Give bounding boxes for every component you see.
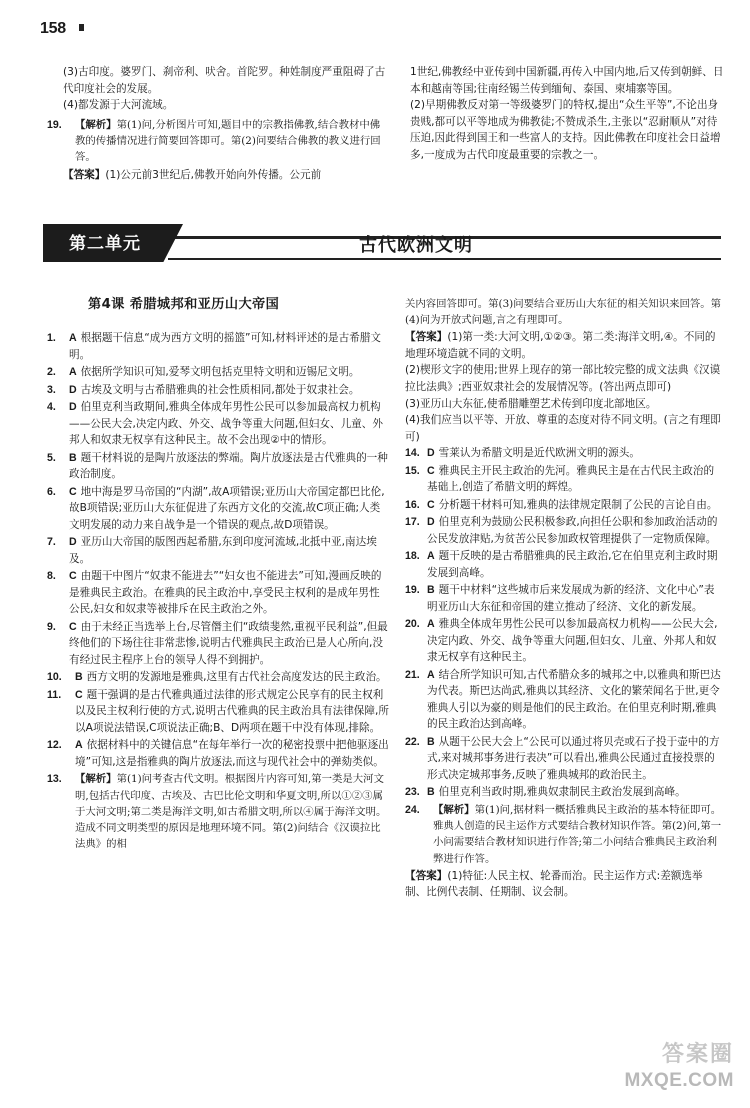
question-item bbox=[47, 399, 389, 449]
answer-choice: C bbox=[69, 485, 77, 498]
analysis-tag: 【解析】 bbox=[75, 119, 117, 131]
question-answer bbox=[47, 167, 389, 184]
answer-tag: 【答案】 bbox=[405, 331, 448, 344]
question-number: 10. bbox=[47, 671, 62, 684]
answer-choice: B bbox=[427, 786, 435, 799]
answer-choice: A bbox=[427, 668, 435, 681]
question-item bbox=[47, 484, 389, 534]
question-body bbox=[427, 616, 723, 666]
question-13 bbox=[47, 771, 389, 852]
answer-text: (1)公元前3世纪后,佛教开始向外传播。公元前 bbox=[105, 168, 322, 181]
question-number: 11. bbox=[47, 688, 62, 701]
analysis-tag: 【解析】 bbox=[75, 773, 117, 786]
answer-tag: 【答案】 bbox=[405, 869, 448, 882]
answer-choice: D bbox=[427, 447, 435, 460]
watermark-logo: 答案圈 bbox=[661, 1041, 734, 1067]
answer-choice: D bbox=[427, 516, 435, 529]
analysis-text: 第(1)问,分析图片可知,题目中的宗教指佛教,结合教材中佛教的传播情况进行简要回答即可。第(2)问要结合佛教的教义进行回答。 bbox=[75, 119, 381, 164]
question-item bbox=[47, 619, 389, 669]
explanation-text: 由于未经正当选举上台,尽管僭主们“政绩斐然,重视平民利益”,但最终他们的下场往往非常悲惨,说明古代雅典民主政治已是人心所向,没有经过民主程序上台的领导人得不到拥护。 bbox=[69, 620, 388, 666]
analysis-text: 第(1)问,据材料一概括雅典民主政治的基本特征即可。雅典人创造的民主运作方式要结合教材知识作答。第(2)问,第一小问需要结合教材知识进行作答;第二小问结合雅典民主政治利弊进行作答。 bbox=[433, 803, 722, 865]
question-item bbox=[405, 445, 723, 462]
explanation-text: 题干材料说的是陶片放逐法的弊端。陶片放逐法是古代雅典的一种政治制度。 bbox=[69, 451, 388, 481]
question-body bbox=[69, 534, 389, 567]
answer-line: (2)楔形文字的使用;世界上现存的第一部比较完整的成文法典《汉谟拉比法典》;西亚奴隶社会的发展情况等。(答出两点即可) bbox=[405, 364, 721, 393]
explanation-text: 地中海是罗马帝国的“内湖”,故A项错误;亚历山大帝国定都巴比伦,故B项错误;亚历山大东征促进了东西方文化的交流,故C项正确;人类文明发展的动力来自战争是一个错误的观点,故D项错误。 bbox=[69, 485, 385, 531]
question-item bbox=[405, 497, 723, 514]
question-item bbox=[47, 737, 389, 770]
answer-paragraph: (2)早期佛教反对第一等级婆罗门的特权,提出“众生平等”,不论出身贵贱,都可以平等地成为佛教徒;不赞成杀生,主张以“忍耐顺从”对待压迫,因此得到国王和一些富人的支持。因此佛教在印度社会日益增多,一度成为古代印度最重要的宗教之一。 bbox=[410, 99, 721, 161]
explanation-text: 分析题干材料可知,雅典的法律规定限制了公民的言论自由。 bbox=[438, 498, 718, 511]
page-number-mark bbox=[79, 24, 84, 31]
question-number: 5. bbox=[47, 451, 56, 464]
question-body bbox=[427, 497, 723, 514]
question-number: 23. bbox=[405, 786, 420, 799]
answer-choice: B bbox=[75, 671, 83, 684]
question-number: 14. bbox=[405, 447, 420, 460]
question-number: 17. bbox=[405, 516, 420, 529]
question-item bbox=[47, 330, 389, 363]
question-number: 8. bbox=[47, 570, 56, 583]
answer-choice: B bbox=[427, 584, 435, 597]
question-body bbox=[69, 568, 389, 618]
analysis-text: 第(1)问考查古代文明。根据图片内容可知,第一类是大河文明,包括古代印度、古埃及、古巴比伦文明和华夏文明,所以①②③属于大河文明;第二类是海洋文明,如古希腊文明,所以④属于海洋文明。造成不同文明类型的原因是地理环境不同。第(2)问结合《汉谟拉比法典》的相 bbox=[75, 773, 387, 851]
answer-tag: 【答案】 bbox=[63, 168, 106, 181]
top-left-column bbox=[63, 64, 387, 114]
question-item bbox=[405, 784, 723, 801]
question-body bbox=[75, 669, 389, 686]
question-number: 12. bbox=[47, 739, 62, 752]
question-body bbox=[427, 734, 723, 784]
explanation-text: 古埃及文明与古希腊雅典的社会性质相同,都处于奴隶社会。 bbox=[80, 383, 360, 396]
question-item bbox=[47, 534, 389, 567]
answer-choice: D bbox=[69, 536, 77, 549]
question-body bbox=[69, 382, 389, 399]
question-item bbox=[47, 568, 389, 618]
answer-line: (4)我们应当以平等、开放、尊重的态度对待不同文明。(言之有理即可) bbox=[405, 414, 721, 443]
question-number: 20. bbox=[405, 618, 420, 631]
explanation-text: 由题干中图片“奴隶不能进去”“妇女也不能进去”可知,漫画反映的是雅典民主政治。在雅典的民主政治中,享受民主权利的是成年男性公民,妇女和奴隶等被排斥在民主政治之外。 bbox=[69, 570, 382, 616]
question-number: 7. bbox=[47, 536, 56, 549]
answer-choice: C bbox=[427, 498, 435, 511]
question-item bbox=[47, 450, 389, 483]
explanation-text: 雅典民主开民主政治的先河。雅典民主是在古代民主政治的基础上,创造了希腊文明的辉煌。 bbox=[427, 464, 715, 494]
watermark-text: MXQE.COM bbox=[624, 1070, 734, 1092]
right-answer-column bbox=[405, 296, 723, 901]
q13-answer bbox=[405, 329, 723, 445]
question-item bbox=[47, 382, 389, 399]
question-body bbox=[69, 484, 389, 534]
question-item bbox=[405, 667, 723, 733]
question-number: 24. bbox=[405, 803, 420, 816]
answer-choice: C bbox=[427, 464, 435, 477]
question-item bbox=[405, 514, 723, 547]
left-answer-column bbox=[47, 330, 389, 854]
answer-line: (1)第一类:大河文明,①②③。第二类:海洋文明,④。不同的地理环境造就不同的文明。 bbox=[405, 331, 716, 360]
unit-title: 古代欧洲文明 bbox=[359, 235, 473, 256]
explanation-text: 西方文明的发源地是雅典,这里有古代社会高度发达的民主政治。 bbox=[86, 671, 387, 684]
question-item bbox=[47, 364, 389, 381]
analysis-tag: 【解析】 bbox=[433, 803, 475, 816]
question-body bbox=[427, 445, 723, 462]
question-item bbox=[405, 734, 723, 784]
explanation-text: 雪莱认为希腊文明是近代欧洲文明的源头。 bbox=[438, 447, 640, 460]
explanation-text: 题干反映的是古希腊雅典的民主政治,它在伯里克利主政时期发展到高峰。 bbox=[427, 550, 718, 579]
answer-choice: D bbox=[69, 401, 77, 414]
question-number: 3. bbox=[47, 383, 56, 396]
question-body bbox=[427, 463, 723, 496]
question-body bbox=[427, 548, 723, 581]
explanation-text: 结合所学知识可知,古代希腊众多的城邦之中,以雅典和斯巴达为代表。斯巴达尚武,雅典以其经济、文化的繁荣闻名于世,更令雅典人引以为豪的则是他们的民主政治。在伯里克利时期,雅典的民主政治达到高峰。 bbox=[427, 668, 721, 731]
top-right-column bbox=[410, 64, 724, 163]
question-24 bbox=[405, 802, 723, 867]
question-body bbox=[69, 450, 389, 483]
question-19 bbox=[47, 117, 389, 166]
answer-choice: B bbox=[69, 451, 77, 464]
explanation-text: 题干强调的是古代雅典通过法律的形式规定公民享有的民主权利以及民主权利行使的方式,说明古代雅典的民主政治具有法律保障,所以A项说法错误,C项说法正确;B、D两项在题干中没有体现,排除。 bbox=[75, 688, 389, 734]
question-body bbox=[427, 514, 723, 547]
question-item bbox=[405, 548, 723, 581]
q13-analysis-continued: 关内容回答即可。第(3)问要结合亚历山大东征的相关知识来回答。第(4)问为开放式问题,言之有理即可。 bbox=[405, 298, 722, 327]
question-19-block bbox=[47, 117, 389, 183]
answer-choice: A bbox=[427, 550, 435, 563]
answer-choice: B bbox=[427, 735, 435, 748]
question-item bbox=[405, 582, 723, 615]
question-number: 2. bbox=[47, 366, 56, 379]
question-body bbox=[69, 399, 389, 449]
answer-text: (1)特征:人民主权、轮番而治。民主运作方式:差额选举制、比例代表制、任期制、议会制。 bbox=[405, 869, 703, 899]
question-body bbox=[69, 619, 389, 669]
answer-choice: A bbox=[69, 366, 77, 379]
question-body bbox=[69, 364, 389, 381]
page-number: 158 bbox=[40, 20, 66, 37]
explanation-text: 伯里克利当政期间,雅典全体成年男性公民可以参加最高权力机构——公民大会,决定内政、外交、战争等重大问题,但妇女、儿童、外邦人和奴隶无权享有这种民主。故不会出现②中的情形。 bbox=[69, 401, 383, 447]
unit-label: 第二单元 bbox=[69, 234, 141, 254]
answer-line: (3)古印度。婆罗门、刹帝利、吠舍。首陀罗。种姓制度严重阻碍了古代印度社会的发展。 bbox=[63, 66, 386, 95]
explanation-text: 题干中材料“这些城市后来发展成为新的经济、文化中心”表明亚历山大东征和帝国的建立推动了经济、文化的新发展。 bbox=[427, 584, 715, 613]
explanation-text: 亚历山大帝国的版图西起希腊,东到印度河流域,北抵中亚,南达埃及。 bbox=[69, 536, 377, 565]
question-body bbox=[427, 784, 723, 801]
question-number: 6. bbox=[47, 485, 56, 498]
question-body bbox=[75, 687, 389, 737]
question-number: 22. bbox=[405, 735, 420, 748]
question-item bbox=[405, 463, 723, 496]
question-number: 13. bbox=[47, 773, 62, 786]
question-number: 15. bbox=[405, 464, 420, 477]
answer-line: (3)亚历山大东征,使希腊雕塑艺术传到印度北部地区。 bbox=[405, 397, 657, 410]
question-number: 9. bbox=[47, 620, 56, 633]
right-question-list bbox=[405, 445, 723, 801]
answer-paragraph: 1世纪,佛教经中亚传到中国新疆,再传入中国内地,后又传到朝鲜、日本和越南等国;往南经锡兰传到缅甸、泰国、柬埔寨等国。 bbox=[410, 66, 724, 95]
question-number: 19. bbox=[47, 119, 62, 131]
explanation-text: 从题干公民大会上“公民可以通过将贝壳或石子投于壶中的方式,来对城邦事务进行表决”可以看出,雅典公民通过直接投票的形式决定城邦事务,反映了雅典城邦的政治民主。 bbox=[427, 735, 720, 781]
question-analysis bbox=[75, 117, 389, 166]
lesson-title: 第4课 希腊城邦和亚历山大帝国 bbox=[88, 297, 280, 312]
question-analysis bbox=[75, 771, 389, 852]
question-number: 1. bbox=[47, 332, 56, 344]
answer-choice: C bbox=[69, 570, 77, 583]
explanation-text: 伯里克利为鼓励公民积极参政,向担任公职和参加政治活动的公民发放津贴,为贫苦公民参加政权管理提供了一定物质保障。 bbox=[427, 516, 718, 545]
answer-line: (4)都发源于大河流域。 bbox=[63, 99, 174, 112]
question-number: 4. bbox=[47, 401, 56, 414]
question-number: 21. bbox=[405, 668, 420, 681]
answer-choice: D bbox=[69, 383, 77, 396]
answer-choice: A bbox=[69, 332, 77, 344]
question-analysis bbox=[433, 802, 723, 867]
question-body bbox=[75, 737, 389, 770]
explanation-text: 依据所学知识可知,爱琴文明包括克里特文明和迈锡尼文明。 bbox=[80, 366, 360, 379]
explanation-text: 依据材料中的关键信息“在每年举行一次的秘密投票中把他驱逐出境”可知,这是指雅典的陶片放逐法,而这与现代社会中的弹劾类似。 bbox=[75, 739, 389, 768]
question-answer bbox=[405, 868, 723, 901]
explanation-text: 根据题干信息“成为西方文明的摇篮”可知,材料评述的是古希腊文明。 bbox=[69, 332, 382, 361]
question-body bbox=[427, 667, 723, 733]
explanation-text: 伯里克利当政时期,雅典奴隶制民主政治发展到高峰。 bbox=[438, 786, 686, 799]
explanation-text: 雅典全体成年男性公民可以参加最高权力机构——公民大会,决定内政、外交、战争等重大问题,但妇女、儿童、外邦人和奴隶无权享有这种民主。 bbox=[427, 618, 718, 664]
question-item bbox=[47, 687, 389, 737]
question-number: 16. bbox=[405, 498, 420, 511]
unit-banner bbox=[43, 224, 721, 262]
question-item bbox=[405, 616, 723, 666]
question-number: 18. bbox=[405, 550, 420, 563]
question-number: 19. bbox=[405, 584, 420, 597]
answer-choice: A bbox=[75, 739, 83, 752]
answer-choice: A bbox=[427, 618, 435, 631]
answer-choice: C bbox=[75, 688, 83, 701]
question-item bbox=[47, 669, 389, 686]
question-body bbox=[427, 582, 723, 615]
answer-choice: C bbox=[69, 620, 77, 633]
question-body bbox=[69, 330, 389, 363]
